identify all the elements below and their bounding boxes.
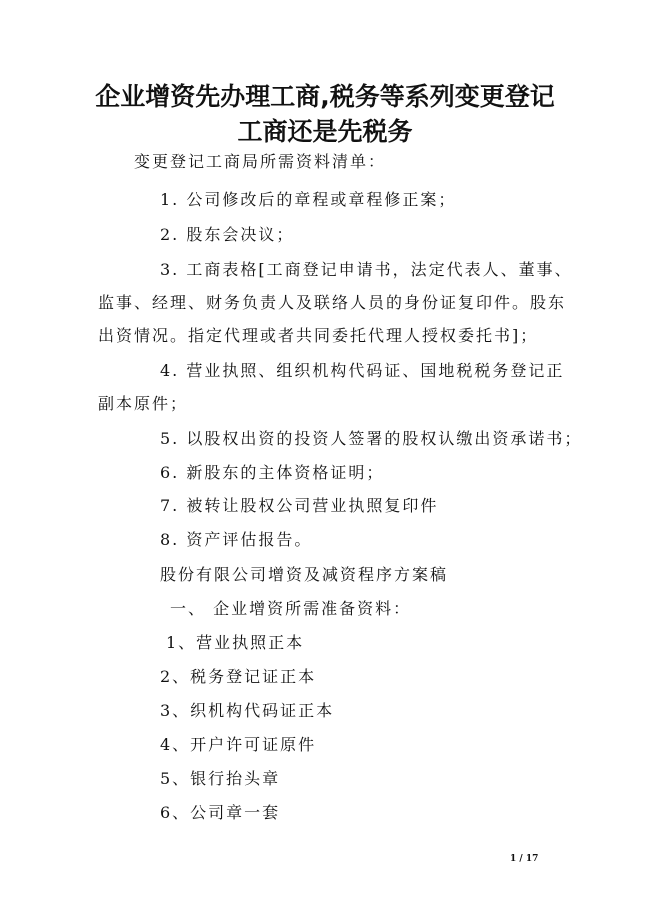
material-item: 2、税务登记证正本 — [160, 667, 317, 686]
material-item: 1、营业执照正本 — [166, 633, 305, 652]
list-item: 2. 股东会决议； — [160, 225, 295, 244]
list-item-continuation: 监事、经理、财务负责人及联络人员的身份证复印件。股东 — [98, 293, 567, 312]
list-item: 5. 以股权出资的投资人签署的股权认缴出资承诺书； — [160, 429, 583, 448]
material-item: 6、公司章一套 — [160, 803, 281, 822]
list-item: 3. 工商表格[工商登记申请书，法定代表人、董事、 — [160, 260, 573, 279]
material-item: 3、织机构代码证正本 — [160, 701, 335, 720]
material-item: 5、银行抬头章 — [160, 769, 281, 788]
section-title: 股份有限公司增资及减资程序方案稿 — [160, 565, 449, 584]
list-item: 4. 营业执照、组织机构代码证、国地税税务登记正 — [160, 361, 565, 380]
list-item: 6. 新股东的主体资格证明； — [160, 463, 385, 482]
document-title-line-2: 工商还是先税务 — [237, 117, 413, 146]
material-item: 4、开户许可证原件 — [160, 735, 317, 754]
document-title-line-1: 企业增资先办理工商,税务等系列变更登记 — [95, 82, 555, 111]
intro-paragraph: 变更登记工商局所需资料清单： — [134, 152, 387, 171]
list-item: 1. 公司修改后的章程或章程修正案； — [160, 190, 457, 209]
list-item-continuation: 出资情况。指定代理或者共同委托代理人授权委托书]； — [98, 326, 539, 345]
list-item-continuation: 副本原件； — [98, 394, 189, 413]
section-heading: 一、 企业增资所需准备资料： — [170, 599, 412, 618]
list-item: 8. 资产评估报告。 — [160, 530, 313, 549]
page-number: 1 / 17 — [510, 854, 539, 864]
list-item: 7. 被转让股权公司营业执照复印件 — [160, 496, 439, 515]
